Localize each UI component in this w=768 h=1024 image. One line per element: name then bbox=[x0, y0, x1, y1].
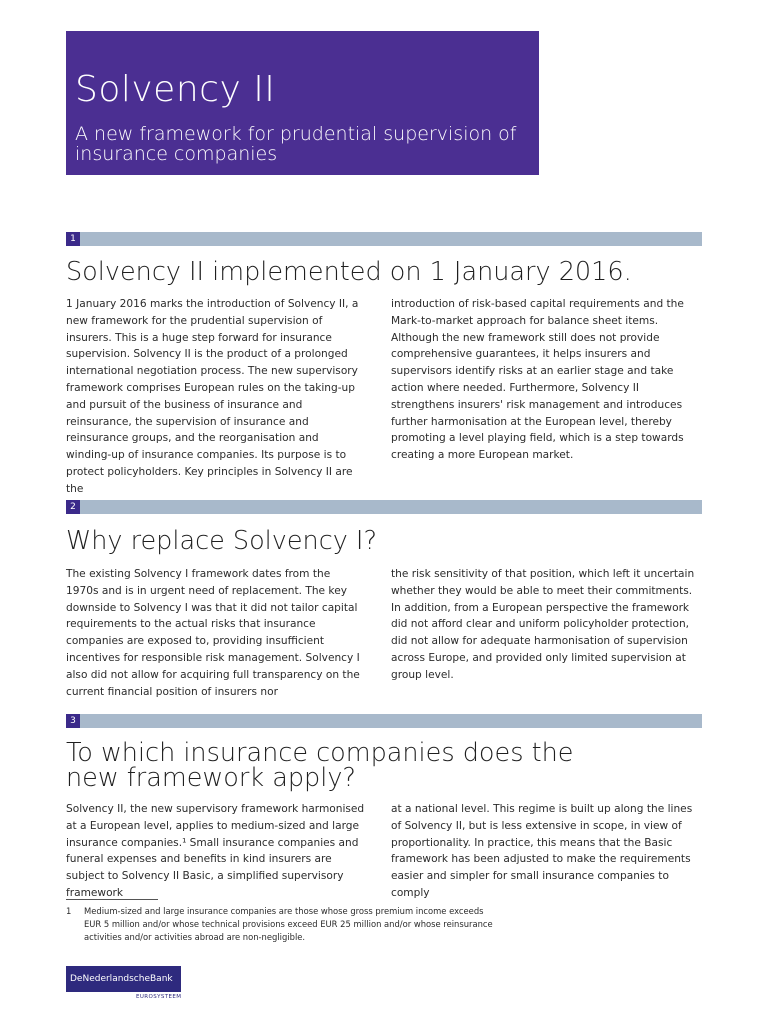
section-heading-3: To which insurance companies does the new framework apply? bbox=[66, 738, 574, 793]
section-3-right-column: at a national level. This regime is built up along the lines of Solvency II, but is less extensive in scope, in view of proportionality. In practice, this means that the Basic framework has been adjusted to make the requirements easier and simpler for small insurance companies to comply bbox=[391, 803, 693, 899]
section-3-left-column: Solvency II, the new supervisory framework harmonised at a European level, applies to medium-sized and large insurance companies.¹ Small insurance companies and funeral expenses and benefits in kind insurers are subject to Solvency II Basic, a simplified supervisory framework bbox=[66, 803, 365, 899]
footnote-divider bbox=[66, 899, 158, 900]
footnote-text: Medium-sized and large insurance companies are those whose gross premium income exceeds EUR 5 million and/or whose technical provisions exceed EUR 25 million and/or whose reinsurance activities and/or activities abroad are non-negligible. bbox=[84, 906, 493, 942]
section-number: 2 bbox=[66, 500, 80, 514]
section-bar-1 bbox=[66, 232, 702, 246]
section-1-right-column: introduction of risk-based capital requirements and the Mark-to-market approach for balance sheet items. Although the new framework still does not provide comprehensive guarantees, it helps insurers and supervisors identify risks at an earlier stage and take action where needed. Furthermore, Solvency II strengthens insurers' risk management and introduces further harmonisation at the European level, thereby promoting a level playing field, which is a step towards creating a more European market. bbox=[391, 298, 684, 462]
section-bar-2 bbox=[66, 500, 702, 514]
title-banner bbox=[66, 31, 539, 175]
page-title: Solvency II bbox=[75, 69, 276, 110]
footnote-number: 1 bbox=[66, 906, 72, 916]
eurosysteem-label: EUROSYSTEEM bbox=[136, 994, 182, 1000]
section-heading-1: Solvency II implemented on 1 January 2016. bbox=[66, 257, 632, 287]
section-2-left-column: The existing Solvency I framework dates from the 1970s and is in urgent need of replacement. The key downside to Solvency I was that it did not tailor capital requirements to the actual risks that insurance companies are exposed to, providing insufficient incentives for responsible risk management. Solvency I also did not allow for acquiring full transparency on the current financial position of insurers nor bbox=[66, 568, 360, 698]
section-number: 1 bbox=[66, 232, 80, 246]
section-bar-3 bbox=[66, 714, 702, 728]
page-subtitle: A new framework for prudential supervision of insurance companies bbox=[75, 123, 517, 165]
section-number: 3 bbox=[66, 714, 80, 728]
section-2-right-column: the risk sensitivity of that position, which left it uncertain whether they would be able to meet their commitments. In addition, from a European perspective the framework did not afford clear and uniform policyholder protection, did not allow for adequate harmonisation of supervision across Europe, and provided only limited supervision at group level. bbox=[391, 568, 695, 681]
dnb-logo: DeNederlandscheBank bbox=[66, 966, 181, 992]
section-1-left-column: 1 January 2016 marks the introduction of Solvency II, a new framework for the prudential supervision of insurers. This is a huge step forward for insurance supervision. Solvency II is the product of a prolonged international negotiation process. The new supervisory framework comprises European rules on the taking-up and pursuit of the business of insurance and reinsurance, the supervision of insurance and reinsurance groups, and the reorganisation and winding-up of insurance companies. Its purpose is to protect policyholders. Key principles in Solvency II are the bbox=[66, 298, 359, 495]
section-heading-2: Why replace Solvency I? bbox=[66, 526, 377, 556]
